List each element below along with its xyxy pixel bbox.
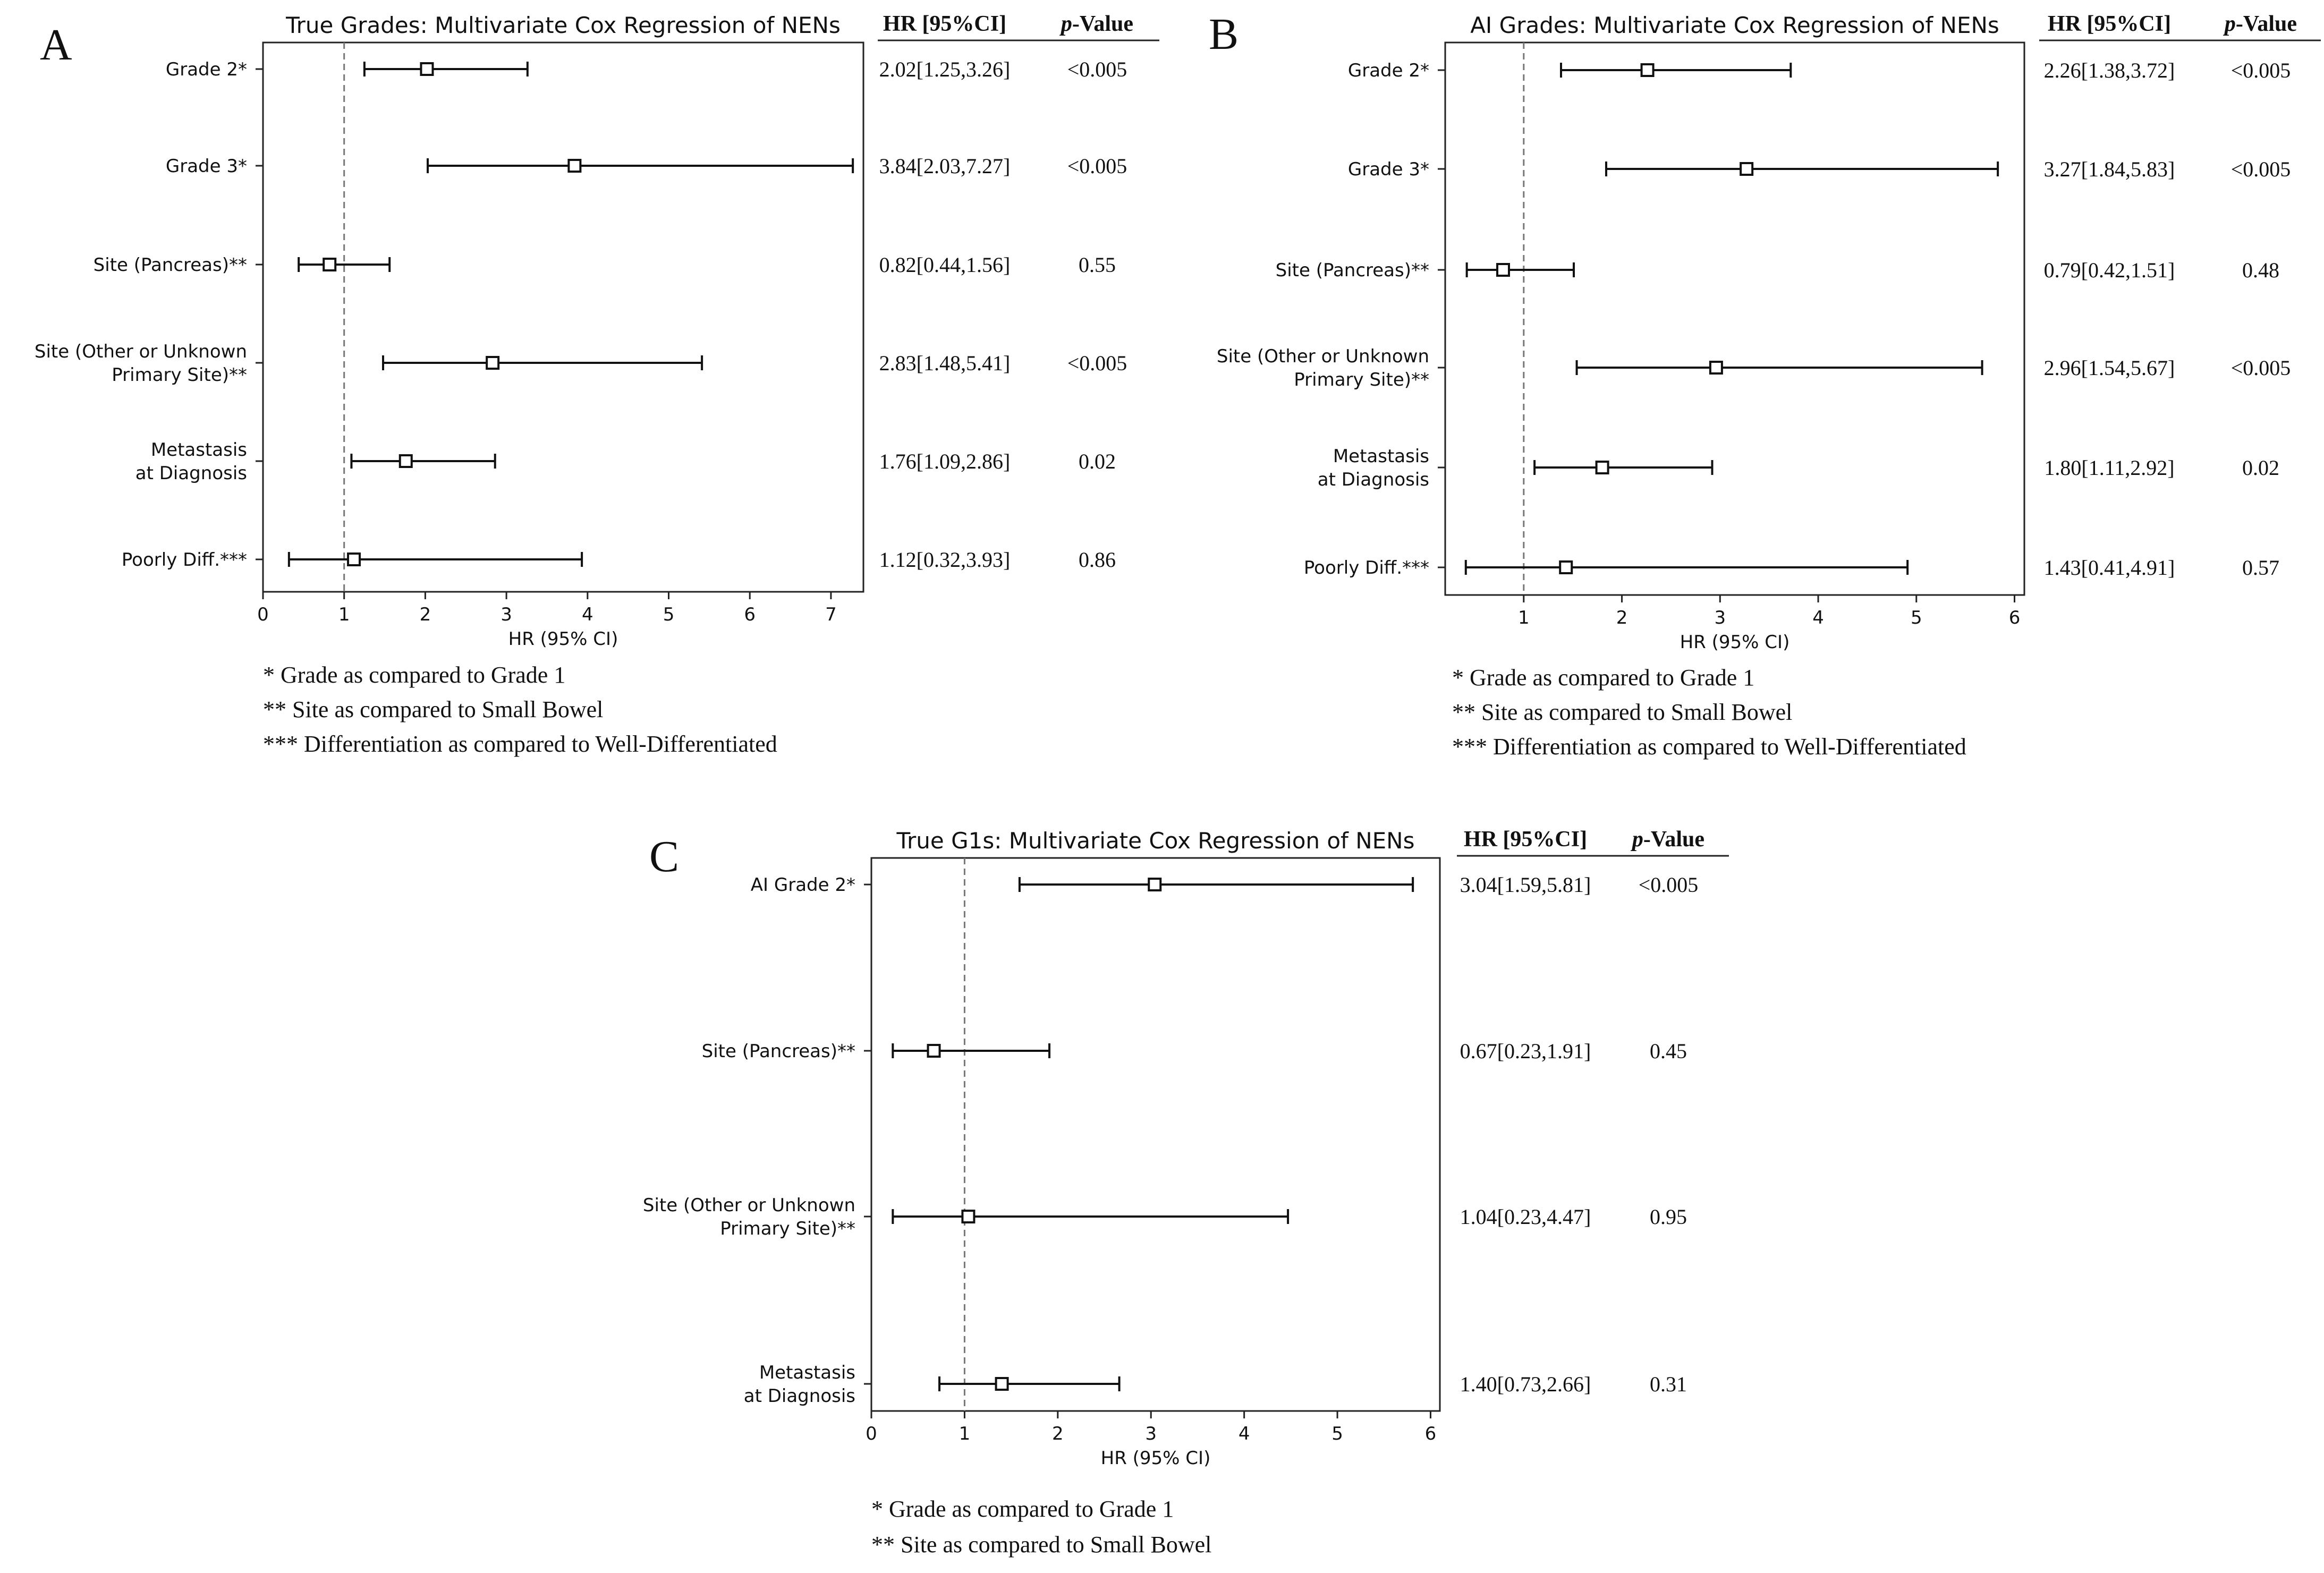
chart-title: True G1s: Multivariate Cox Regression of NENs xyxy=(896,828,1415,854)
plot-frame xyxy=(871,858,1440,1411)
panel-letter: C xyxy=(649,832,680,881)
row-label: Metastasis xyxy=(150,439,247,461)
panel-a xyxy=(35,12,1159,757)
x-tick-label: 2 xyxy=(1616,607,1628,628)
hr-ci-value: 1.04[0.23,4.47] xyxy=(1460,1205,1591,1229)
row-label: Site (Other or Unknown xyxy=(642,1195,855,1216)
p-value: 0.31 xyxy=(1650,1372,1687,1396)
p-value: <0.005 xyxy=(2230,157,2291,181)
x-tick-label: 4 xyxy=(1812,607,1824,628)
row-label: AI Grade 2* xyxy=(750,874,855,896)
hr-point xyxy=(348,554,360,565)
table-header-p xyxy=(2223,12,2297,36)
hr-point xyxy=(1710,362,1722,373)
hr-ci-value: 1.76[1.09,2.86] xyxy=(879,449,1011,473)
table-header-p-suffix: -Value xyxy=(1072,12,1134,36)
footnote: ** Site as compared to Small Bowel xyxy=(871,1532,1212,1558)
p-value: <0.005 xyxy=(2230,356,2291,380)
p-value: <0.005 xyxy=(1067,154,1127,178)
x-tick-label: 4 xyxy=(1238,1423,1250,1444)
x-tick-label: 2 xyxy=(419,604,431,625)
row-label: Poorly Diff.*** xyxy=(121,549,247,571)
row-label: Metastasis xyxy=(759,1362,855,1383)
footnote: ** Site as compared to Small Bowel xyxy=(1452,699,1793,725)
x-axis-label: HR (95% CI) xyxy=(508,628,618,650)
row-label: at Diagnosis xyxy=(743,1385,855,1407)
hr-point xyxy=(400,455,412,467)
p-value: <0.005 xyxy=(1067,351,1127,375)
x-tick-label: 0 xyxy=(257,604,269,625)
panel-c xyxy=(643,827,1729,1558)
row-label: Site (Other or Unknown xyxy=(1216,346,1429,367)
x-tick-label: 1 xyxy=(959,1423,971,1444)
hr-ci-value: 0.82[0.44,1.56] xyxy=(879,253,1011,277)
p-value: 0.02 xyxy=(2242,456,2279,480)
x-tick-label: 6 xyxy=(744,604,756,625)
p-value: <0.005 xyxy=(2230,58,2291,82)
row-label: Grade 3* xyxy=(1347,159,1429,180)
x-tick-label: 1 xyxy=(338,604,350,625)
row-label: Primary Site)** xyxy=(720,1218,855,1239)
hr-ci-value: 3.84[2.03,7.27] xyxy=(879,154,1011,178)
x-tick-label: 6 xyxy=(1424,1423,1437,1444)
hr-point xyxy=(324,259,335,270)
p-value: 0.55 xyxy=(1079,253,1116,277)
hr-ci-value: 3.04[1.59,5.81] xyxy=(1460,873,1591,897)
table-header-p-suffix: -Value xyxy=(2235,12,2297,36)
row-label: Grade 2* xyxy=(1347,60,1429,81)
x-tick-label: 7 xyxy=(825,604,837,625)
hr-ci-value: 2.26[1.38,3.72] xyxy=(2043,58,2175,82)
row-label: Grade 2* xyxy=(165,59,247,80)
x-tick-label: 3 xyxy=(1145,1423,1157,1444)
chart-title: True Grades: Multivariate Cox Regression of NENs xyxy=(286,12,841,38)
table-header-p xyxy=(1059,12,1133,36)
x-tick-label: 0 xyxy=(866,1423,877,1444)
footnote: * Grade as compared to Grade 1 xyxy=(871,1496,1174,1522)
p-value: <0.005 xyxy=(1638,873,1699,897)
panel-letter: A xyxy=(40,20,72,70)
table-header-p-letter: p xyxy=(1632,827,1643,852)
hr-ci-value: 2.96[1.54,5.67] xyxy=(2043,356,2175,380)
hr-ci-value: 2.83[1.48,5.41] xyxy=(879,351,1011,375)
row-label: Poorly Diff.*** xyxy=(1303,557,1429,579)
row-label: Primary Site)** xyxy=(1294,369,1429,390)
x-tick-label: 3 xyxy=(1714,607,1726,628)
x-tick-label: 3 xyxy=(501,604,512,625)
hr-point xyxy=(1741,163,1752,175)
hr-point xyxy=(1597,462,1608,473)
hr-ci-value: 1.43[0.41,4.91] xyxy=(2043,556,2175,580)
row-label: Primary Site)** xyxy=(112,364,247,386)
chart-title: AI Grades: Multivariate Cox Regression of NENs xyxy=(1470,12,1999,38)
hr-ci-value: 0.79[0.42,1.51] xyxy=(2043,258,2175,282)
p-value: 0.45 xyxy=(1650,1039,1687,1063)
x-tick-label: 1 xyxy=(1517,607,1530,628)
hr-ci-value: 0.67[0.23,1.91] xyxy=(1460,1039,1591,1063)
x-tick-label: 4 xyxy=(581,604,593,625)
row-label: Site (Pancreas)** xyxy=(93,254,247,276)
footnote: * Grade as compared to Grade 1 xyxy=(263,662,566,688)
p-value: 0.95 xyxy=(1650,1205,1687,1229)
panel-letter: B xyxy=(1209,10,1239,59)
p-value: <0.005 xyxy=(1067,57,1127,81)
hr-ci-value: 2.02[1.25,3.26] xyxy=(879,57,1011,81)
x-tick-label: 5 xyxy=(1331,1423,1343,1444)
row-label: at Diagnosis xyxy=(135,463,247,484)
hr-point xyxy=(1149,879,1160,890)
hr-point xyxy=(487,357,498,369)
plot-frame xyxy=(1445,42,2024,595)
table-header-hr: HR [95%CI] xyxy=(2047,12,2172,36)
x-tick-label: 5 xyxy=(1910,607,1922,628)
table-header-hr: HR [95%CI] xyxy=(883,12,1007,36)
x-tick-label: 2 xyxy=(1051,1423,1064,1444)
hr-point xyxy=(1560,562,1572,573)
hr-point xyxy=(421,63,432,75)
hr-point xyxy=(962,1211,974,1222)
x-tick-label: 5 xyxy=(663,604,675,625)
row-label: at Diagnosis xyxy=(1317,469,1429,490)
hr-point xyxy=(928,1045,940,1057)
plot-frame xyxy=(263,42,863,592)
footnote: *** Differentiation as compared to Well-Differentiated xyxy=(263,731,777,757)
p-value: 0.57 xyxy=(2242,556,2279,580)
footnote: ** Site as compared to Small Bowel xyxy=(263,696,604,722)
hr-ci-value: 1.40[0.73,2.66] xyxy=(1460,1372,1591,1396)
row-label: Site (Pancreas)** xyxy=(1275,260,1429,281)
panel-b xyxy=(1209,10,2321,760)
hr-point xyxy=(569,160,580,172)
footnote: *** Differentiation as compared to Well-Differentiated xyxy=(1452,734,1966,760)
hr-ci-value: 1.12[0.32,3.93] xyxy=(879,548,1011,572)
table-header-p xyxy=(1631,827,1704,852)
table-header-p-letter: p xyxy=(1061,12,1072,36)
row-label: Grade 3* xyxy=(165,156,247,177)
row-label: Site (Pancreas)** xyxy=(701,1041,855,1062)
hr-ci-value: 1.80[1.11,2.92] xyxy=(2044,456,2175,480)
hr-point xyxy=(1497,264,1509,276)
x-axis-label: HR (95% CI) xyxy=(1100,1448,1211,1469)
p-value: 0.02 xyxy=(1079,449,1116,473)
footnote: * Grade as compared to Grade 1 xyxy=(1452,665,1755,691)
x-axis-label: HR (95% CI) xyxy=(1680,632,1790,653)
hr-ci-value: 3.27[1.84,5.83] xyxy=(2043,157,2175,181)
table-header-p-suffix: -Value xyxy=(1643,827,1705,852)
row-label: Site (Other or Unknown xyxy=(34,341,247,362)
table-header-hr: HR [95%CI] xyxy=(1463,827,1588,852)
table-header-p-letter: p xyxy=(2224,12,2236,36)
row-label: Metastasis xyxy=(1333,446,1429,467)
p-value: 0.86 xyxy=(1079,548,1116,572)
hr-point xyxy=(996,1378,1008,1390)
hr-point xyxy=(1642,64,1653,76)
p-value: 0.48 xyxy=(2242,258,2279,282)
x-tick-label: 6 xyxy=(2008,607,2021,628)
